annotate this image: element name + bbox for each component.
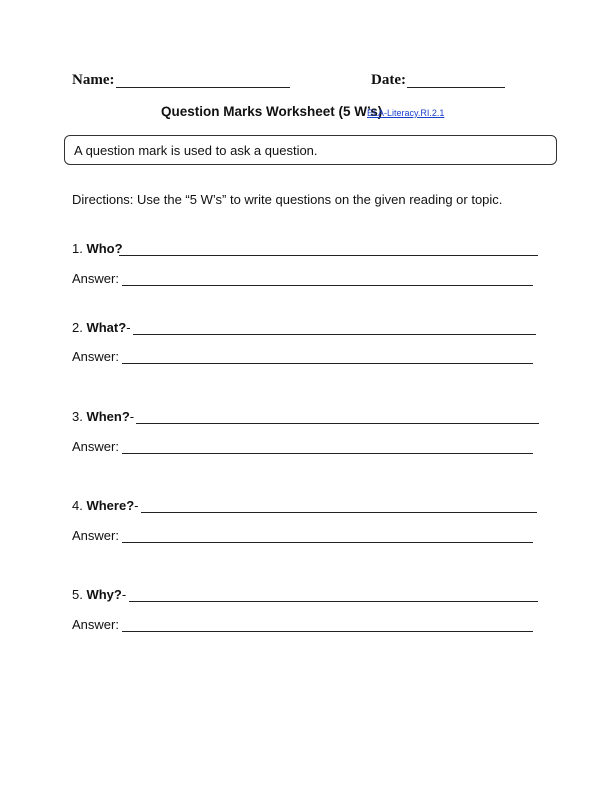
- question-suffix: -: [126, 320, 131, 335]
- question-suffix: -: [121, 587, 127, 602]
- worksheet-title: Question Marks Worksheet (5 W’s): [161, 104, 383, 119]
- answer-1-line[interactable]: [122, 285, 533, 286]
- question-number: 4.: [72, 498, 83, 513]
- question-1-label: [72, 241, 123, 256]
- question-3-line[interactable]: [136, 423, 539, 424]
- answer-4-label: Answer:: [72, 528, 119, 543]
- question-word: Why?: [86, 587, 122, 602]
- answer-2-line[interactable]: [122, 363, 533, 364]
- date-field[interactable]: [407, 87, 505, 88]
- date-label: Date:: [371, 72, 406, 88]
- question-number: 1.: [72, 241, 83, 256]
- answer-3-line[interactable]: [122, 453, 533, 454]
- directions-text: Directions: Use the “5 W’s” to write questions on the given reading or topic.: [72, 192, 503, 207]
- answer-4-line[interactable]: [122, 542, 533, 543]
- question-4-label: [72, 498, 138, 513]
- question-number: 5.: [72, 587, 83, 602]
- question-word: What?: [86, 320, 127, 335]
- answer-2-label: Answer:: [72, 349, 119, 364]
- answer-1-label: Answer:: [72, 271, 119, 286]
- question-suffix: -: [134, 498, 139, 513]
- question-3-label: [72, 409, 134, 424]
- name-field[interactable]: [116, 87, 290, 88]
- answer-5-label: Answer:: [72, 617, 119, 632]
- info-box: [64, 135, 557, 165]
- standard-link[interactable]: ELA-Literacy.RI.2.1: [367, 108, 445, 118]
- question-2-label: [72, 320, 131, 335]
- question-1-line[interactable]: [119, 255, 538, 256]
- question-number: 3.: [72, 409, 83, 424]
- question-2-line[interactable]: [133, 334, 536, 335]
- question-word: When?: [86, 409, 130, 424]
- name-label: Name:: [72, 72, 115, 88]
- info-box-text: A question mark is used to ask a question.: [74, 143, 318, 158]
- question-5-line[interactable]: [129, 601, 538, 602]
- question-word: Where?: [86, 498, 135, 513]
- answer-3-label: Answer:: [72, 439, 119, 454]
- question-suffix: -: [129, 409, 135, 424]
- question-5-label: [72, 587, 126, 602]
- question-4-line[interactable]: [141, 512, 537, 513]
- question-number: 2.: [72, 320, 83, 335]
- answer-5-line[interactable]: [122, 631, 533, 632]
- question-word: Who?: [86, 241, 123, 256]
